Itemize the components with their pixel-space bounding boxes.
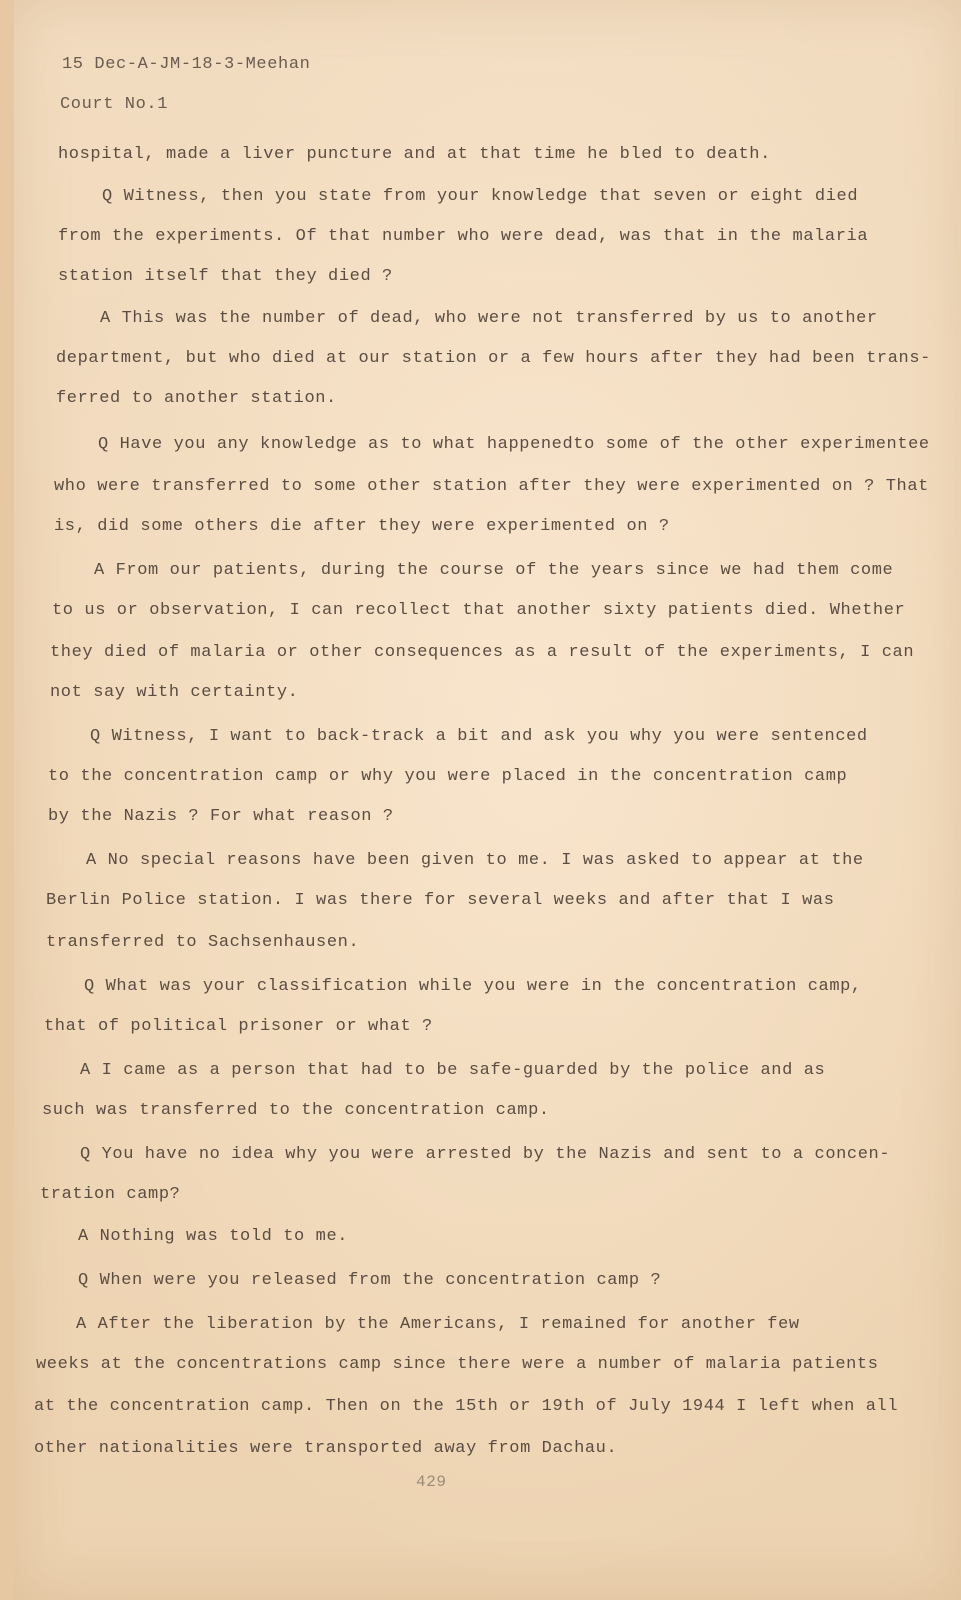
transcript-line: Q You have no idea why you were arrested by the Nazis and sent to a concen- bbox=[80, 1145, 891, 1164]
transcript-line: A No special reasons have been given to me. I was asked to appear at the bbox=[86, 851, 864, 870]
transcript-line: such was transferred to the concentration camp. bbox=[42, 1101, 550, 1120]
transcript-line: Q Witness, then you state from your knowledge that seven or eight died bbox=[102, 187, 859, 206]
transcript-line: who were transferred to some other station after they were experimented on ? That bbox=[54, 477, 929, 496]
transcript-line: Berlin Police station. I was there for several weeks and after that I was bbox=[46, 891, 835, 910]
court-designation: Court No.1 bbox=[60, 95, 169, 114]
transcript-line: A Nothing was told to me. bbox=[78, 1227, 349, 1246]
transcript-line: transferred to Sachsenhausen. bbox=[46, 933, 360, 952]
transcript-line: tration camp? bbox=[40, 1185, 181, 1204]
transcript-line: not say with certainty. bbox=[50, 683, 299, 702]
transcript-line: that of political prisoner or what ? bbox=[44, 1017, 433, 1036]
transcript-line: ferred to another station. bbox=[56, 389, 337, 408]
transcript-line: Q Have you any knowledge as to what happenedto some of the other experimentee bbox=[98, 435, 930, 454]
transcript-line: A After the liberation by the Americans, I remained for another few bbox=[76, 1315, 800, 1334]
transcript-line: hospital, made a liver puncture and at that time he bled to death. bbox=[58, 145, 771, 164]
transcript-line: from the experiments. Of that number who were dead, was that in the malaria bbox=[58, 227, 869, 246]
transcript-line: A This was the number of dead, who were not transferred by us to another bbox=[100, 309, 878, 328]
transcript-line: other nationalities were transported away from Dachau. bbox=[34, 1439, 618, 1458]
transcript-line: A I came as a person that had to be safe-guarded by the police and as bbox=[80, 1061, 826, 1080]
transcript-line: Q What was your classification while you were in the concentration camp, bbox=[84, 977, 862, 996]
transcript-line: A From our patients, during the course of the years since we had them come bbox=[94, 561, 894, 580]
document-reference: 15 Dec-A-JM-18-3-Meehan bbox=[62, 55, 311, 74]
transcript-line: at the concentration camp. Then on the 15th or 19th of July 1944 I left when all bbox=[34, 1397, 899, 1416]
transcript-line: department, but who died at our station or a few hours after they had been trans- bbox=[56, 349, 931, 368]
transcript-line: weeks at the concentrations camp since there were a number of malaria patients bbox=[36, 1355, 879, 1374]
transcript-line: is, did some others die after they were experimented on ? bbox=[54, 517, 670, 536]
transcript-line: by the Nazis ? For what reason ? bbox=[48, 807, 394, 826]
transcript-line: station itself that they died ? bbox=[58, 267, 393, 286]
transcript-line: Q Witness, I want to back-track a bit and ask you why you were sentenced bbox=[90, 727, 868, 746]
transcript-line: to the concentration camp or why you were placed in the concentration camp bbox=[48, 767, 848, 786]
transcript-line: they died of malaria or other consequences as a result of the experiments, I can bbox=[50, 643, 915, 662]
transcript-line: to us or observation, I can recollect that another sixty patients died. Whether bbox=[52, 601, 906, 620]
page-number: 429 bbox=[416, 1473, 447, 1491]
transcript-line: Q When were you released from the concentration camp ? bbox=[78, 1271, 662, 1290]
